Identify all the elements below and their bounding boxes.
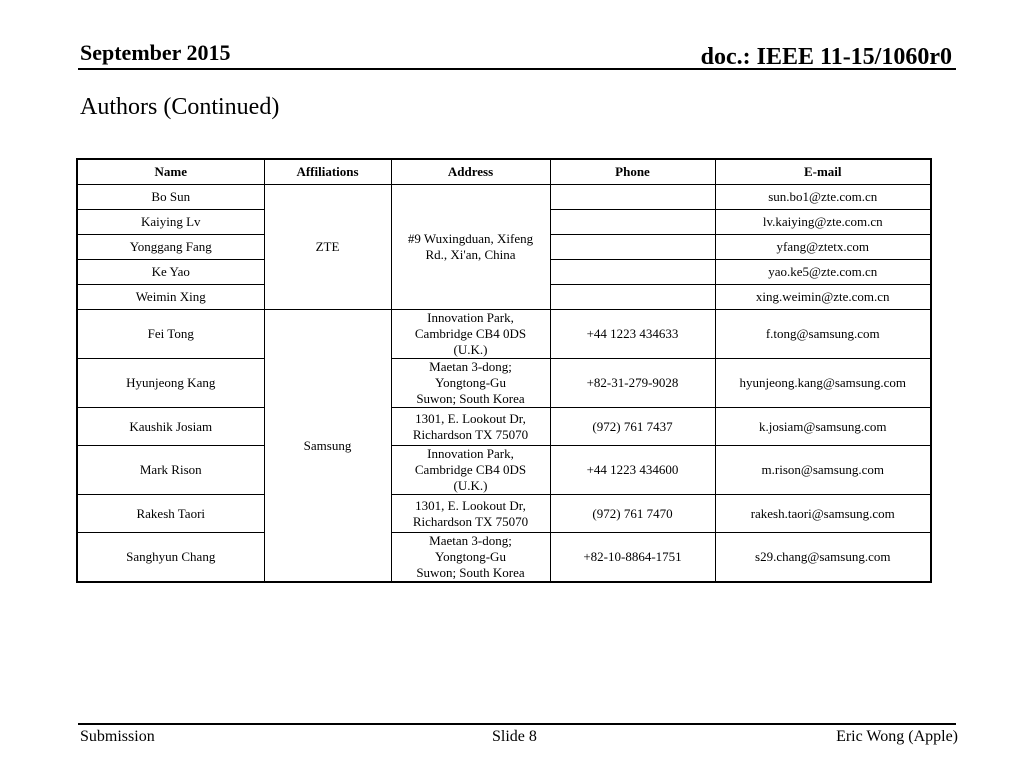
address-line: Innovation Park, [427, 310, 514, 325]
email-cell: rakesh.taori@samsung.com [715, 495, 931, 533]
address-line: Suwon; South Korea [416, 391, 525, 406]
address-line: Cambridge CB4 0DS [414, 462, 527, 477]
col-header-phone: Phone [550, 159, 715, 185]
phone-cell: +44 1223 434600 [550, 446, 715, 495]
email-cell: sun.bo1@zte.com.cn [715, 185, 931, 210]
author-name: Yonggang Fang [77, 235, 264, 260]
author-name: Fei Tong [77, 310, 264, 359]
phone-cell [550, 235, 715, 260]
footer-author: Eric Wong (Apple) [836, 728, 958, 745]
address-line: 1301, E. Lookout Dr, [415, 410, 526, 426]
footer-slide-number: Slide 8 [492, 728, 537, 745]
phone-cell [550, 260, 715, 285]
address-cell [391, 310, 550, 359]
authors-table [76, 158, 932, 583]
col-header-affiliations: Affiliations [264, 159, 391, 185]
col-header-email: E-mail [715, 159, 931, 185]
address-line: (U.K.) [453, 342, 488, 357]
address-line: Cambridge CB4 0DS [414, 326, 527, 341]
author-name: Sanghyun Chang [77, 533, 264, 583]
email-cell: s29.chang@samsung.com [715, 533, 931, 583]
address-line: Richardson TX 75070 [412, 426, 529, 442]
address-cell: #9 Wuxingduan, Xifeng Rd., Xi'an, China [391, 185, 550, 310]
phone-cell [550, 285, 715, 310]
address-line: Maetan 3-dong; [429, 359, 512, 374]
address-cell [391, 533, 550, 583]
footer-divider [78, 723, 956, 725]
address-cell [391, 495, 550, 533]
email-cell: yao.ke5@zte.com.cn [715, 260, 931, 285]
address-line: Yongtong-Gu [435, 375, 506, 390]
address-line: Yongtong-Gu [435, 549, 506, 564]
phone-cell: (972) 761 7470 [550, 495, 715, 533]
address-line: Richardson TX 75070 [412, 513, 529, 529]
affiliation-cell: Samsung [264, 310, 391, 583]
phone-cell: +82-31-279-9028 [550, 359, 715, 408]
email-cell: m.rison@samsung.com [715, 446, 931, 495]
table-row [77, 310, 931, 359]
col-header-name: Name [77, 159, 264, 185]
table-row [77, 446, 931, 495]
author-name: Kaushik Josiam [77, 408, 264, 446]
table-row [77, 533, 931, 583]
email-cell: xing.weimin@zte.com.cn [715, 285, 931, 310]
address-line: 1301, E. Lookout Dr, [415, 497, 526, 513]
header-doc-id: doc.: IEEE 11-15/1060r0 [700, 44, 952, 70]
email-cell: k.josiam@samsung.com [715, 408, 931, 446]
author-name: Kaiying Lv [77, 210, 264, 235]
email-cell: hyunjeong.kang@samsung.com [715, 359, 931, 408]
address-line: Suwon; South Korea [416, 565, 525, 580]
slide-title: Authors (Continued) [80, 94, 280, 120]
col-header-address: Address [391, 159, 550, 185]
address-line: (U.K.) [453, 478, 488, 493]
table-row [77, 185, 931, 210]
address-line: Maetan 3-dong; [429, 533, 512, 548]
affiliation-cell: ZTE [264, 185, 391, 310]
table-row [77, 408, 931, 446]
email-cell: f.tong@samsung.com [715, 310, 931, 359]
address-cell [391, 408, 550, 446]
address-cell [391, 359, 550, 408]
table-row [77, 359, 931, 408]
phone-cell: +44 1223 434633 [550, 310, 715, 359]
phone-cell [550, 185, 715, 210]
phone-cell: +82-10-8864-1751 [550, 533, 715, 583]
author-name: Weimin Xing [77, 285, 264, 310]
address-line: Innovation Park, [427, 446, 514, 461]
author-name: Hyunjeong Kang [77, 359, 264, 408]
address-cell [391, 446, 550, 495]
email-cell: lv.kaiying@zte.com.cn [715, 210, 931, 235]
phone-cell [550, 210, 715, 235]
author-name: Rakesh Taori [77, 495, 264, 533]
author-name: Bo Sun [77, 185, 264, 210]
author-name: Mark Rison [77, 446, 264, 495]
table-row [77, 495, 931, 533]
author-name: Ke Yao [77, 260, 264, 285]
table-header-row [77, 159, 931, 185]
email-cell: yfang@ztetx.com [715, 235, 931, 260]
phone-cell: (972) 761 7437 [550, 408, 715, 446]
footer-submission: Submission [80, 728, 155, 745]
header-divider [78, 68, 956, 70]
header-date: September 2015 [80, 40, 231, 65]
